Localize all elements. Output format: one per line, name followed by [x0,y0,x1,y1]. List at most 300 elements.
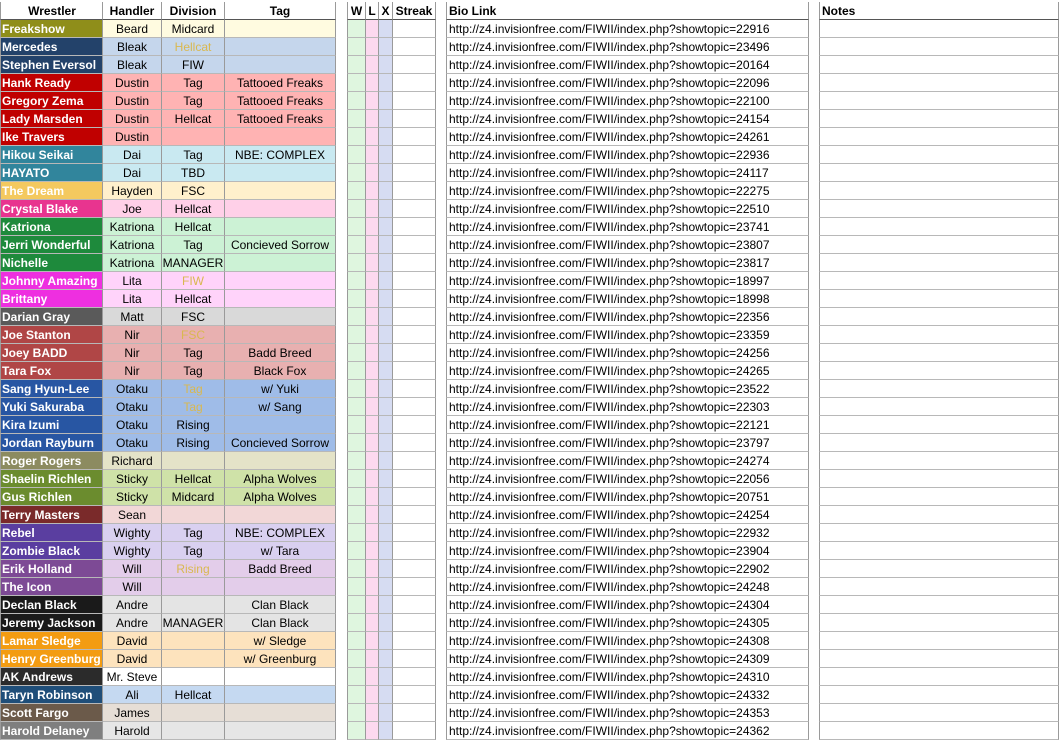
notes-cell[interactable] [819,398,1059,416]
wins-cell[interactable] [347,704,366,722]
streak-cell[interactable] [393,74,436,92]
draws-cell[interactable] [379,434,393,452]
division-cell[interactable]: Tag [162,542,225,560]
wins-cell[interactable] [347,470,366,488]
wrestler-cell[interactable]: Declan Black [0,596,103,614]
tag-cell[interactable]: w/ Yuki [225,380,336,398]
losses-cell[interactable] [366,686,379,704]
losses-cell[interactable] [366,56,379,74]
streak-cell[interactable] [393,452,436,470]
wrestler-cell[interactable]: AK Andrews [0,668,103,686]
tag-cell[interactable]: Tattooed Freaks [225,110,336,128]
draws-cell[interactable] [379,560,393,578]
losses-cell[interactable] [366,146,379,164]
wrestler-cell[interactable]: Sang Hyun-Lee [0,380,103,398]
handler-cell[interactable]: Bleak [103,56,162,74]
losses-cell[interactable] [366,362,379,380]
draws-cell[interactable] [379,344,393,362]
streak-cell[interactable] [393,722,436,740]
tag-cell[interactable]: Alpha Wolves [225,488,336,506]
division-cell[interactable] [162,632,225,650]
handler-cell[interactable]: James [103,704,162,722]
tag-cell[interactable]: Alpha Wolves [225,470,336,488]
tag-cell[interactable] [225,308,336,326]
bio-link-cell[interactable]: http://z4.invisionfree.com/FIWII/index.php?showtopic=24332 [446,686,809,704]
division-cell[interactable]: Midcard [162,488,225,506]
notes-cell[interactable] [819,722,1059,740]
draws-cell[interactable] [379,488,393,506]
wins-cell[interactable] [347,560,366,578]
losses-cell[interactable] [366,452,379,470]
wins-cell[interactable] [347,20,366,38]
wrestler-cell[interactable]: Jordan Rayburn [0,434,103,452]
notes-cell[interactable] [819,92,1059,110]
wins-cell[interactable] [347,146,366,164]
streak-cell[interactable] [393,218,436,236]
tag-cell[interactable]: w/ Sledge [225,632,336,650]
losses-cell[interactable] [366,416,379,434]
wins-cell[interactable] [347,254,366,272]
notes-cell[interactable] [819,488,1059,506]
wins-cell[interactable] [347,416,366,434]
division-cell[interactable]: MANAGER [162,256,224,270]
header-streak[interactable]: Streak [393,2,436,20]
losses-cell[interactable] [366,650,379,668]
notes-cell[interactable] [819,290,1059,308]
notes-cell[interactable] [819,182,1059,200]
losses-cell[interactable] [366,560,379,578]
notes-cell[interactable] [819,452,1059,470]
handler-cell[interactable]: Dustin [103,92,162,110]
losses-cell[interactable] [366,506,379,524]
wrestler-cell[interactable]: Terry Masters [0,506,103,524]
bio-link-cell[interactable]: http://z4.invisionfree.com/FIWII/index.php?showtopic=24254 [446,506,809,524]
streak-cell[interactable] [393,92,436,110]
draws-cell[interactable] [379,524,393,542]
bio-link-cell[interactable]: http://z4.invisionfree.com/FIWII/index.php?showtopic=24362 [446,722,809,740]
bio-link-cell[interactable]: http://z4.invisionfree.com/FIWII/index.php?showtopic=20164 [446,56,809,74]
wins-cell[interactable] [347,74,366,92]
notes-cell[interactable] [819,236,1059,254]
draws-cell[interactable] [379,308,393,326]
tag-cell[interactable] [225,506,336,524]
streak-cell[interactable] [393,308,436,326]
losses-cell[interactable] [366,470,379,488]
tag-cell[interactable]: w/ Greenburg [225,650,336,668]
bio-link-cell[interactable]: http://z4.invisionfree.com/FIWII/index.php?showtopic=22096 [446,74,809,92]
streak-cell[interactable] [393,506,436,524]
notes-cell[interactable] [819,20,1059,38]
division-cell[interactable]: Hellcat [162,686,225,704]
streak-cell[interactable] [393,524,436,542]
wrestler-cell[interactable]: Gus Richlen [0,488,103,506]
wins-cell[interactable] [347,344,366,362]
bio-link-cell[interactable]: http://z4.invisionfree.com/FIWII/index.php?showtopic=18998 [446,290,809,308]
losses-cell[interactable] [366,632,379,650]
losses-cell[interactable] [366,164,379,182]
division-cell[interactable]: Hellcat [162,38,225,56]
draws-cell[interactable] [379,650,393,668]
notes-cell[interactable] [819,668,1059,686]
draws-cell[interactable] [379,452,393,470]
wrestler-cell[interactable]: Harold Delaney [0,722,103,740]
losses-cell[interactable] [366,200,379,218]
wrestler-cell[interactable]: Kira Izumi [0,416,103,434]
handler-cell[interactable]: Wighty [103,542,162,560]
wins-cell[interactable] [347,398,366,416]
draws-cell[interactable] [379,254,393,272]
wrestler-cell[interactable]: Gregory Zema [0,92,103,110]
wrestler-cell[interactable]: Lamar Sledge [0,632,103,650]
draws-cell[interactable] [379,182,393,200]
streak-cell[interactable] [393,146,436,164]
losses-cell[interactable] [366,578,379,596]
losses-cell[interactable] [366,218,379,236]
streak-cell[interactable] [393,56,436,74]
division-cell[interactable]: MANAGER [162,616,224,630]
streak-cell[interactable] [393,326,436,344]
wrestler-cell[interactable]: Johnny Amazing [0,272,103,290]
wrestler-cell[interactable]: Brittany [0,290,103,308]
tag-cell[interactable] [225,218,336,236]
losses-cell[interactable] [366,326,379,344]
draws-cell[interactable] [379,398,393,416]
header-handler[interactable]: Handler [103,2,162,20]
wrestler-cell[interactable]: Erik Holland [0,560,103,578]
streak-cell[interactable] [393,182,436,200]
tag-cell[interactable]: Badd Breed [225,560,336,578]
bio-link-cell[interactable]: http://z4.invisionfree.com/FIWII/index.php?showtopic=24117 [446,164,809,182]
bio-link-cell[interactable]: http://z4.invisionfree.com/FIWII/index.php?showtopic=23817 [446,254,809,272]
wins-cell[interactable] [347,164,366,182]
division-cell[interactable]: TBD [162,164,225,182]
division-cell[interactable]: Tag [162,524,225,542]
tag-cell[interactable] [225,704,336,722]
division-cell[interactable] [162,506,225,524]
wins-cell[interactable] [347,272,366,290]
losses-cell[interactable] [366,398,379,416]
handler-cell[interactable]: Dustin [103,128,162,146]
notes-cell[interactable] [819,38,1059,56]
notes-cell[interactable] [819,434,1059,452]
header-bio-link[interactable]: Bio Link [446,2,809,20]
bio-link-cell[interactable]: http://z4.invisionfree.com/FIWII/index.php?showtopic=18997 [446,272,809,290]
notes-cell[interactable] [819,704,1059,722]
streak-cell[interactable] [393,488,436,506]
streak-cell[interactable] [393,272,436,290]
streak-cell[interactable] [393,38,436,56]
header-w[interactable]: W [347,2,366,20]
tag-cell[interactable]: w/ Tara [225,542,336,560]
wins-cell[interactable] [347,578,366,596]
handler-cell[interactable]: Otaku [103,416,162,434]
streak-cell[interactable] [393,344,436,362]
wins-cell[interactable] [347,668,366,686]
tag-cell[interactable] [225,20,336,38]
wins-cell[interactable] [347,56,366,74]
draws-cell[interactable] [379,20,393,38]
tag-cell[interactable] [225,182,336,200]
bio-link-cell[interactable]: http://z4.invisionfree.com/FIWII/index.php?showtopic=22303 [446,398,809,416]
notes-cell[interactable] [819,380,1059,398]
losses-cell[interactable] [366,92,379,110]
bio-link-cell[interactable]: http://z4.invisionfree.com/FIWII/index.php?showtopic=23522 [446,380,809,398]
losses-cell[interactable] [366,380,379,398]
division-cell[interactable]: Hellcat [162,218,225,236]
losses-cell[interactable] [366,128,379,146]
wrestler-cell[interactable]: Freakshow [0,20,103,38]
streak-cell[interactable] [393,416,436,434]
bio-link-cell[interactable]: http://z4.invisionfree.com/FIWII/index.php?showtopic=23741 [446,218,809,236]
handler-cell[interactable]: Will [103,560,162,578]
wrestler-cell[interactable]: Joe Stanton [0,326,103,344]
streak-cell[interactable] [393,578,436,596]
losses-cell[interactable] [366,668,379,686]
handler-cell[interactable]: Katriona [103,254,162,272]
draws-cell[interactable] [379,668,393,686]
streak-cell[interactable] [393,290,436,308]
streak-cell[interactable] [393,668,436,686]
draws-cell[interactable] [379,578,393,596]
wins-cell[interactable] [347,128,366,146]
handler-cell[interactable]: Andre [103,614,162,632]
wrestler-cell[interactable]: Mercedes [0,38,103,56]
draws-cell[interactable] [379,74,393,92]
bio-link-cell[interactable]: http://z4.invisionfree.com/FIWII/index.php?showtopic=22936 [446,146,809,164]
division-cell[interactable]: Hellcat [162,110,225,128]
division-cell[interactable] [162,452,225,470]
handler-cell[interactable]: Sean [103,506,162,524]
losses-cell[interactable] [366,74,379,92]
handler-cell[interactable]: Dustin [103,74,162,92]
draws-cell[interactable] [379,146,393,164]
handler-cell[interactable]: Lita [103,290,162,308]
tag-cell[interactable] [225,578,336,596]
division-cell[interactable] [162,128,225,146]
wins-cell[interactable] [347,38,366,56]
draws-cell[interactable] [379,362,393,380]
draws-cell[interactable] [379,722,393,740]
notes-cell[interactable] [819,560,1059,578]
tag-cell[interactable]: w/ Sang [225,398,336,416]
notes-cell[interactable] [819,74,1059,92]
notes-cell[interactable] [819,200,1059,218]
division-cell[interactable] [162,650,225,668]
division-cell[interactable]: Tag [162,398,225,416]
bio-link-cell[interactable]: http://z4.invisionfree.com/FIWII/index.php?showtopic=24310 [446,668,809,686]
streak-cell[interactable] [393,434,436,452]
division-cell[interactable] [162,578,225,596]
handler-cell[interactable]: Nir [103,344,162,362]
division-cell[interactable]: FIW [162,272,225,290]
wrestler-cell[interactable]: The Icon [0,578,103,596]
wins-cell[interactable] [347,614,366,632]
wrestler-cell[interactable]: The Dream [0,182,103,200]
tag-cell[interactable]: Clan Black [225,614,336,632]
streak-cell[interactable] [393,560,436,578]
notes-cell[interactable] [819,218,1059,236]
streak-cell[interactable] [393,362,436,380]
bio-link-cell[interactable]: http://z4.invisionfree.com/FIWII/index.php?showtopic=24304 [446,596,809,614]
handler-cell[interactable]: Lita [103,272,162,290]
tag-cell[interactable] [225,722,336,740]
streak-cell[interactable] [393,236,436,254]
notes-cell[interactable] [819,470,1059,488]
division-cell[interactable]: FIW [162,56,225,74]
streak-cell[interactable] [393,650,436,668]
draws-cell[interactable] [379,416,393,434]
wrestler-cell[interactable]: Zombie Black [0,542,103,560]
notes-cell[interactable] [819,272,1059,290]
division-cell[interactable]: Tag [162,74,225,92]
draws-cell[interactable] [379,470,393,488]
bio-link-cell[interactable]: http://z4.invisionfree.com/FIWII/index.php?showtopic=24305 [446,614,809,632]
header-notes[interactable]: Notes [819,2,1059,20]
handler-cell[interactable]: Mr. Steve [103,668,162,686]
notes-cell[interactable] [819,416,1059,434]
wrestler-cell[interactable]: Shaelin Richlen [0,470,103,488]
handler-cell[interactable]: Otaku [103,398,162,416]
losses-cell[interactable] [366,614,379,632]
draws-cell[interactable] [379,686,393,704]
draws-cell[interactable] [379,236,393,254]
tag-cell[interactable] [225,452,336,470]
wins-cell[interactable] [347,236,366,254]
streak-cell[interactable] [393,200,436,218]
handler-cell[interactable]: Andre [103,596,162,614]
bio-link-cell[interactable]: http://z4.invisionfree.com/FIWII/index.php?showtopic=24265 [446,362,809,380]
notes-cell[interactable] [819,614,1059,632]
wrestler-cell[interactable]: Joey BADD [0,344,103,362]
losses-cell[interactable] [366,272,379,290]
notes-cell[interactable] [819,632,1059,650]
bio-link-cell[interactable]: http://z4.invisionfree.com/FIWII/index.php?showtopic=24248 [446,578,809,596]
wins-cell[interactable] [347,596,366,614]
streak-cell[interactable] [393,686,436,704]
bio-link-cell[interactable]: http://z4.invisionfree.com/FIWII/index.php?showtopic=23359 [446,326,809,344]
tag-cell[interactable] [225,200,336,218]
bio-link-cell[interactable]: http://z4.invisionfree.com/FIWII/index.php?showtopic=24308 [446,632,809,650]
bio-link-cell[interactable]: http://z4.invisionfree.com/FIWII/index.php?showtopic=23807 [446,236,809,254]
streak-cell[interactable] [393,542,436,560]
streak-cell[interactable] [393,164,436,182]
draws-cell[interactable] [379,506,393,524]
wins-cell[interactable] [347,290,366,308]
wrestler-cell[interactable]: Lady Marsden [0,110,103,128]
notes-cell[interactable] [819,164,1059,182]
bio-link-cell[interactable]: http://z4.invisionfree.com/FIWII/index.php?showtopic=24261 [446,128,809,146]
tag-cell[interactable]: NBE: COMPLEX [225,524,336,542]
draws-cell[interactable] [379,326,393,344]
bio-link-cell[interactable]: http://z4.invisionfree.com/FIWII/index.php?showtopic=24353 [446,704,809,722]
tag-cell[interactable] [225,272,336,290]
streak-cell[interactable] [393,596,436,614]
draws-cell[interactable] [379,290,393,308]
draws-cell[interactable] [379,200,393,218]
division-cell[interactable]: Tag [162,92,225,110]
draws-cell[interactable] [379,614,393,632]
wins-cell[interactable] [347,722,366,740]
tag-cell[interactable]: Black Fox [225,362,336,380]
wins-cell[interactable] [347,182,366,200]
bio-link-cell[interactable]: http://z4.invisionfree.com/FIWII/index.php?showtopic=22100 [446,92,809,110]
bio-link-cell[interactable]: http://z4.invisionfree.com/FIWII/index.php?showtopic=22510 [446,200,809,218]
losses-cell[interactable] [366,254,379,272]
wins-cell[interactable] [347,218,366,236]
division-cell[interactable] [162,596,225,614]
wins-cell[interactable] [347,380,366,398]
streak-cell[interactable] [393,380,436,398]
tag-cell[interactable] [225,416,336,434]
wrestler-cell[interactable]: Hank Ready [0,74,103,92]
draws-cell[interactable] [379,704,393,722]
division-cell[interactable]: Tag [162,236,225,254]
wins-cell[interactable] [347,686,366,704]
wins-cell[interactable] [347,308,366,326]
tag-cell[interactable]: NBE: COMPLEX [225,146,336,164]
handler-cell[interactable]: Katriona [103,236,162,254]
wins-cell[interactable] [347,200,366,218]
wrestler-cell[interactable]: Nichelle [0,254,103,272]
tag-cell[interactable] [225,326,336,344]
notes-cell[interactable] [819,146,1059,164]
header-x[interactable]: X [379,2,393,20]
notes-cell[interactable] [819,524,1059,542]
draws-cell[interactable] [379,218,393,236]
bio-link-cell[interactable]: http://z4.invisionfree.com/FIWII/index.php?showtopic=22916 [446,20,809,38]
notes-cell[interactable] [819,308,1059,326]
division-cell[interactable] [162,704,225,722]
tag-cell[interactable]: Tattooed Freaks [225,74,336,92]
bio-link-cell[interactable]: http://z4.invisionfree.com/FIWII/index.php?showtopic=24309 [446,650,809,668]
notes-cell[interactable] [819,344,1059,362]
division-cell[interactable] [162,722,225,740]
bio-link-cell[interactable]: http://z4.invisionfree.com/FIWII/index.php?showtopic=22902 [446,560,809,578]
handler-cell[interactable]: Matt [103,308,162,326]
streak-cell[interactable] [393,254,436,272]
wrestler-cell[interactable]: Yuki Sakuraba [0,398,103,416]
draws-cell[interactable] [379,128,393,146]
notes-cell[interactable] [819,596,1059,614]
division-cell[interactable]: Hellcat [162,200,225,218]
handler-cell[interactable]: Nir [103,326,162,344]
tag-cell[interactable]: Concieved Sorrow [225,434,336,452]
tag-cell[interactable] [225,56,336,74]
wrestler-cell[interactable]: Crystal Blake [0,200,103,218]
handler-cell[interactable]: Dai [103,164,162,182]
division-cell[interactable]: Hellcat [162,470,225,488]
bio-link-cell[interactable]: http://z4.invisionfree.com/FIWII/index.php?showtopic=24154 [446,110,809,128]
wrestler-cell[interactable]: Katriona [0,218,103,236]
division-cell[interactable]: FSC [162,308,225,326]
draws-cell[interactable] [379,272,393,290]
losses-cell[interactable] [366,704,379,722]
losses-cell[interactable] [366,596,379,614]
losses-cell[interactable] [366,542,379,560]
tag-cell[interactable] [225,668,336,686]
draws-cell[interactable] [379,92,393,110]
wrestler-cell[interactable]: Jeremy Jackson [0,614,103,632]
wins-cell[interactable] [347,524,366,542]
losses-cell[interactable] [366,182,379,200]
wrestler-cell[interactable]: Henry Greenburg [0,650,103,668]
division-cell[interactable]: Rising [162,560,225,578]
division-cell[interactable]: FSC [162,326,225,344]
streak-cell[interactable] [393,110,436,128]
losses-cell[interactable] [366,524,379,542]
division-cell[interactable]: Tag [162,344,225,362]
tag-cell[interactable] [225,164,336,182]
